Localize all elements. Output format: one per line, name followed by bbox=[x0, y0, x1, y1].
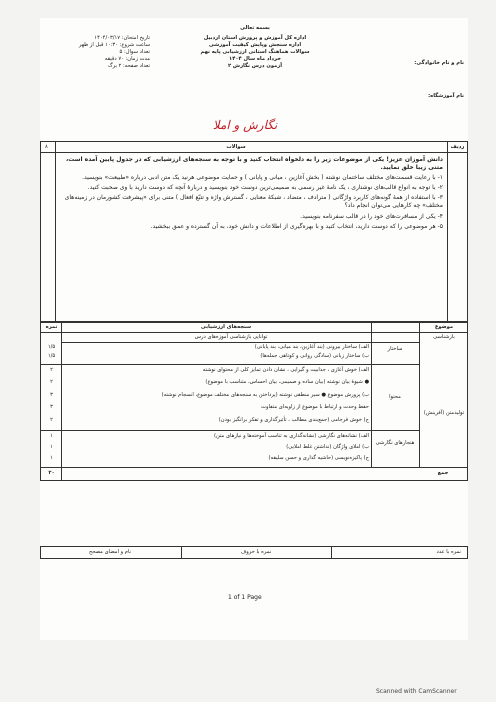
question-item: ۴- یکی از مسافرت‌های خود را در قالب سفرنامه بنویسید. bbox=[300, 212, 443, 220]
group-label-production: تولیدمتن (آفرینش) bbox=[423, 410, 465, 416]
office-line: آزمون درس نگارش ۲ bbox=[227, 63, 283, 70]
criteria-row-score: ۲ bbox=[50, 417, 53, 423]
questions-body bbox=[59, 156, 443, 231]
topic-header: موضوع bbox=[434, 324, 454, 330]
criteria-row-text: ب) پرورش موضوع ● سیر منطقی نوشته (پرداختن به سنجه‌های مختلف موضوع، انسجام نوشته) bbox=[161, 392, 369, 398]
school-name-label: نام آموزشگاه: bbox=[428, 93, 464, 99]
basmala: بسمه تعالی bbox=[240, 25, 270, 31]
question-item: ۲- با توجه به انواع قالب‌های نوشتاری ، یک نامهٔ غیر رسمی به صمیمی‌ترین دوست خود بنویسید و دربارهٔ آنچه که دوست دارید با وی صحبت کنید. bbox=[87, 184, 443, 192]
criteria-sub-norms: هنجارهای نگارشی bbox=[375, 440, 415, 446]
criteria-row-text: ج) پاکیزه‌نویسی (حاشیه گذاری و حسن سلیقه) bbox=[268, 455, 369, 461]
teacher-sign-label: نام و امضای مصحح bbox=[88, 549, 132, 555]
exam-date: تاریخ امتحان: ۱۴۰۴/۰۳/۱۷ bbox=[94, 35, 150, 41]
question-item: ۵- هر موضوعی را که دوست دارید، انتخاب کنید و با بهره‌گیری از اطلاعات و دانش خود، به آن گسترده و عمق ببخشید. bbox=[150, 222, 443, 230]
criteria-row-text: حفظ وحدت و ارتباط با موضوع از زاویه‌ای متفاوت bbox=[261, 404, 369, 410]
exam-sheet bbox=[40, 18, 468, 640]
total-score: ۲۰ bbox=[48, 470, 55, 476]
page-label: 1 of 1 Page bbox=[228, 594, 262, 601]
office-lines bbox=[160, 35, 350, 70]
criteria-row-score: ۱ bbox=[50, 444, 53, 450]
criteria-row-text: ج) خوش فرجامی (جمع‌بندی مطالب ، تأثیرگذاری و تفکر برانگیز بودن) bbox=[218, 417, 369, 423]
question-item: ۳- با استفاده از همهٔ گونه‌های کاربرد واژگانی ( مترادف ، متضاد ، شبکهٔ معنایی ، گسترش واژه و تتبّع افعال ) متنی برای «پیشرفت کشورمان در زمینه‌های مختلف» چه کارهایی می‌توان انجام داد؟ bbox=[64, 194, 443, 210]
questions-col-header: سوالات bbox=[226, 144, 246, 150]
office-line: اداره سنجش وپایش کیفیت آموزشی bbox=[208, 42, 302, 49]
row-col-header: ردیف bbox=[450, 144, 465, 150]
office-line: سوالات هماهنگ استانی ارزشیابی پایه نهم bbox=[200, 49, 310, 56]
criteria-header: سنجه‌های ارزشیابی bbox=[200, 324, 252, 330]
total-label: جمع bbox=[437, 470, 449, 476]
criteria-row-text: الف) خوش آغازی ، جذابیت و گیرایی ، نشان دادن تمایز کلی از محتوای نوشته bbox=[202, 367, 369, 373]
criteria-row-score: ۱ bbox=[50, 433, 53, 439]
scanner-watermark: Scanned with CamScanner bbox=[376, 688, 457, 695]
criteria-row-text: ب) املای واژگان (نداشتن غلط املایی) bbox=[286, 444, 369, 450]
criteria-row-score: ۱/۵ bbox=[47, 344, 56, 350]
page-count: تعداد صفحه: ۲ برگ bbox=[107, 63, 150, 70]
criteria-sub-content: محتوا bbox=[389, 394, 401, 400]
question-count: تعداد سوال: ۵ bbox=[119, 49, 150, 56]
score-digits-label: نمره با عدد bbox=[436, 549, 461, 555]
criteria-row-score: ۲ bbox=[50, 379, 53, 385]
criteria-row-score: ۳ bbox=[50, 404, 53, 410]
criteria-subheader: توانایی بازشناسی آموزه‌های درس bbox=[194, 334, 268, 340]
score-words-label: نمره با حروف bbox=[240, 549, 272, 555]
criteria-row-text: ● شیوهٔ بیان نوشته (بیان ساده و صمیمی، بیان احساس، متناسب با موضوع) bbox=[205, 379, 369, 385]
exam-info bbox=[40, 35, 150, 70]
criteria-row-text: الف) نشانه‌های نگارشی (نشانه‌گذاری به تناسب آموخته‌ها و نیازهای متن) bbox=[214, 433, 369, 439]
criteria-row-score: ۱/۵ bbox=[47, 353, 56, 359]
student-name-label: نام و نام خانوادگی: bbox=[414, 60, 464, 66]
criteria-row-score: ۳ bbox=[50, 392, 53, 398]
duration: مدت زمان: ۷۰ دقیقه bbox=[104, 56, 150, 63]
score-header: نمره bbox=[45, 324, 58, 330]
questions-table bbox=[40, 141, 468, 323]
question-item: ۱- با رعایت قسمت‌های مختلف ساختمان نوشته ( بخش آغازین ، میانی و پایانی ) و حمایت موضوعی هرنید یک متن ادبی درباره «طبیعت» بنویسید. bbox=[82, 174, 443, 182]
criteria-sub-structure: ساختار bbox=[387, 346, 403, 352]
office-line: خرداد ماه سال ۱۴۰۴ bbox=[229, 56, 281, 63]
score-col-header: ۸ bbox=[45, 144, 48, 150]
criteria-row-text: ب) ساختار زبانی (سادگی روانی و کوتاهی جمله‌ها) bbox=[260, 353, 369, 359]
criteria-row-score: ۱ bbox=[50, 455, 53, 461]
intro-text: دانش آموزان عزیز! یکی از موضوعات زیر را به دلخواه انتخاب کنید و با توجه به سنجه‌های ارزشیابی که در جدول پایین آمده است، متنی زیبا خلق نمایید. bbox=[65, 156, 443, 172]
criteria-row-text: الف) ساختار بیرونی (بند آغازین، بند میانی، بند پایانی) bbox=[254, 344, 369, 350]
score-footer-box bbox=[40, 546, 468, 559]
handwritten-title: نگارش و املا bbox=[212, 118, 278, 132]
exam-start-time: ساعت شروع: ۱۰:۳۰ قبل از ظهر bbox=[78, 42, 150, 49]
office-line: اداره کل آموزش و پرورش استان اردبیل bbox=[203, 35, 307, 41]
criteria-table bbox=[40, 321, 468, 481]
criteria-row-score: ۲ bbox=[50, 367, 53, 373]
group-label-recognition: بازشناسی bbox=[433, 334, 455, 340]
